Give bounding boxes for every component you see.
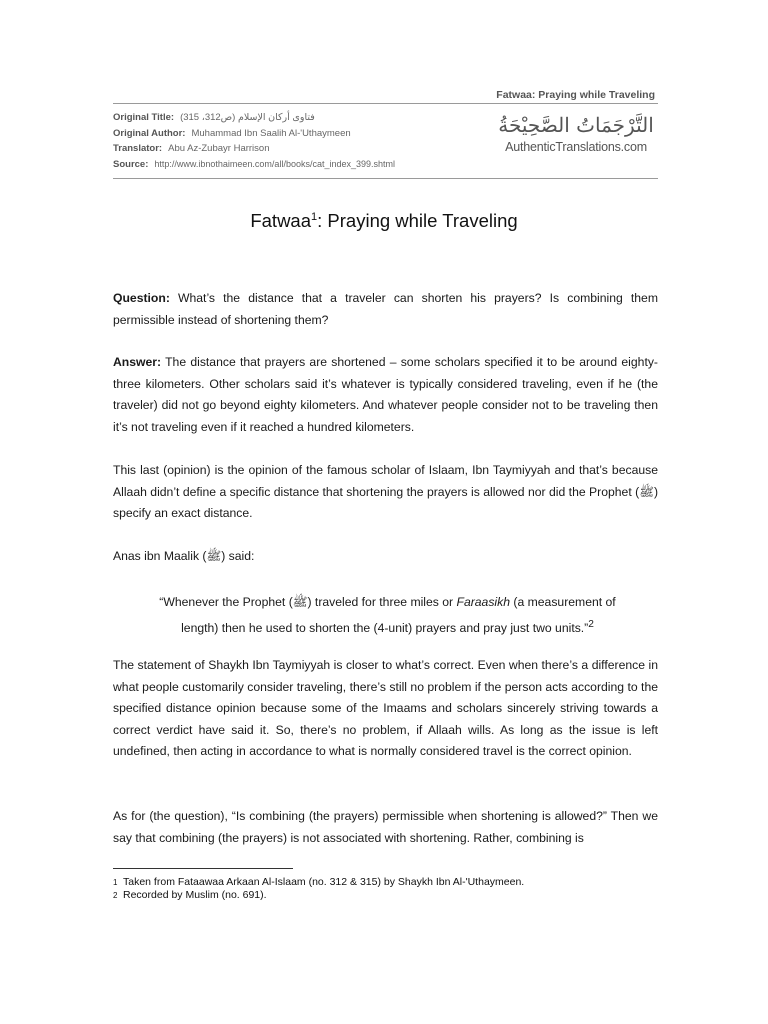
question-text: What’s the distance that a traveler can shorten his prayers? Is combining them permissible instead of shortening them? — [113, 291, 658, 327]
logo-site-name: AuthenticTranslations.com — [505, 140, 647, 154]
header-top-rule — [113, 103, 658, 104]
meta-translator — [113, 141, 473, 157]
footnote-2 — [113, 889, 524, 902]
paragraph-text: The statement of Shaykh Ibn Taymiyyah is closer to what’s correct. Even when there’s a difference in what people customarily consider traveling, there’s still no problem if the person acts according to the specified distance opinion because some of the Imaams and scholars sincerely striving towards a correct verdict have said it. So, there’s no problem, if Allaah wills. As long as the issue is left undefined, then acting in accordance to what is normally considered travel is the correct opinion. — [113, 658, 658, 758]
question-paragraph — [113, 288, 658, 331]
paragraph-text: Anas ibn Maalik (ﷺ) said: — [113, 549, 255, 563]
meta-value: فتاوى أركان الإسلام (ص312، 315) — [180, 112, 315, 123]
footnote-1 — [113, 876, 524, 889]
meta-original-title — [113, 110, 473, 126]
footnote-rule — [113, 868, 293, 869]
quote-text-a: “Whenever the Prophet (ﷺ) traveled for three miles or — [159, 595, 457, 609]
answer-label: Answer: — [113, 355, 162, 369]
meta-original-author — [113, 126, 473, 142]
quote-footnote-ref: 2 — [588, 618, 594, 630]
footnote-text: Taken from Fataawaa Arkaan Al-Islaam (no. 312 & 315) by Shaykh Ibn Al-'Uthaymeen. — [123, 876, 525, 888]
meta-label: Original Author: — [113, 127, 186, 139]
answer-paragraph — [113, 352, 658, 438]
footnote-number: 1 — [113, 878, 118, 887]
footnote-number: 2 — [113, 891, 118, 900]
title-footnote-ref: 1 — [311, 210, 318, 223]
meta-label: Original Title: — [113, 112, 175, 123]
meta-label: Translator: — [113, 143, 163, 154]
meta-value: Abu Az-Zubayr Harrison — [168, 143, 270, 154]
footnote-text: Recorded by Muslim (no. 691). — [123, 889, 267, 901]
hadith-quote — [150, 592, 625, 639]
running-header: Fatwaa: Praying while Traveling — [496, 89, 655, 101]
meta-source — [113, 157, 473, 173]
logo-arabic-text: التَّرْجَمَاتُ الصَّحِيْحَةُ — [498, 113, 654, 137]
question-label: Question: — [113, 291, 170, 305]
footnotes — [113, 876, 524, 902]
paragraph-statement — [113, 655, 658, 763]
title-main: Fatwaa — [250, 210, 312, 231]
metadata-block — [113, 110, 473, 172]
site-logo — [496, 112, 656, 154]
source-link[interactable]: http://www.ibnothaimeen.com/all/books/cat_index_399.shtml — [154, 158, 396, 169]
paragraph-narrator — [113, 546, 658, 568]
answer-text: The distance that prayers are shortened – some scholars specified it to be around eighty-three kilometers. Other scholars said it’s whatever is typically considered traveling, even if he (the traveler) did not go beyond eighty kilometers. And whatever people consider not to be traveling then it’s not traveling even if it reached a hundred kilometers. — [113, 355, 658, 434]
header-bottom-rule — [113, 178, 658, 179]
meta-label: Source: — [113, 158, 149, 170]
quote-italic-term: Faraasikh — [456, 595, 511, 609]
quote-text-b: (a measurement of length) then he used to shorten the (4-unit) prayers and pray just two units.” — [181, 595, 616, 635]
paragraph-text: As for (the question), “Is combining (the prayers) permissible when shortening is allowed?” Then we say that combining (the prayers) is not associated with shortening. Rather, combining is — [113, 809, 658, 845]
paragraph-opinion — [113, 460, 658, 525]
meta-value: Muhammad Ibn Saalih Al-'Uthaymeen — [191, 127, 351, 139]
page-title — [0, 210, 768, 232]
title-rest: : Praying while Traveling — [317, 210, 518, 231]
paragraph-combining — [113, 806, 658, 849]
paragraph-text: This last (opinion) is the opinion of the famous scholar of Islaam, Ibn Taymiyyah and that’s because Allaah didn’t define a specific distance that shortening the prayers is allowed nor did the Prophet (ﷺ) specify an exact distance. — [113, 463, 658, 520]
